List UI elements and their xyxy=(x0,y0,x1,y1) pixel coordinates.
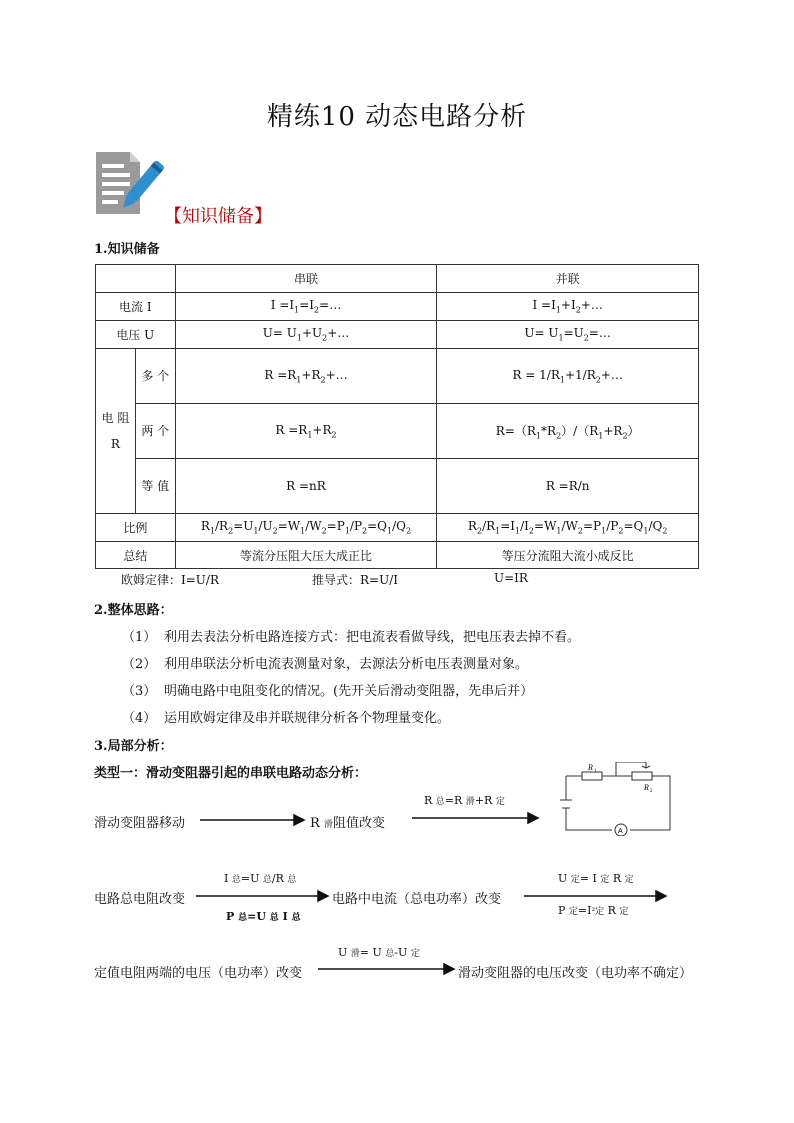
row-current-label: 电流 I xyxy=(96,293,176,321)
col-parallel: 并联 xyxy=(437,265,699,293)
step-text: 运用欧姆定律及串并联规律分析各个物理量变化。 xyxy=(164,711,451,726)
step-num: （4） xyxy=(122,711,157,726)
step-num: （2） xyxy=(122,657,157,672)
section-2-heading: 2.整体思路： xyxy=(94,603,173,618)
row-summary-label: 总结 xyxy=(96,542,176,569)
flow-row2-start: 电路总电阻改变 xyxy=(94,892,186,907)
cell-res-two-parallel: $R=(R_1*R_2)/(R_1+R_2)$ xyxy=(437,404,699,459)
cell-res-multi-series: $R =R_1+R_2+\dots$ xyxy=(175,349,437,404)
page-title: 精练10 动态电路分析 xyxy=(266,102,528,132)
step-num: （1） xyxy=(122,630,157,645)
cell-ratio-parallel: $R_2/R_1=I_1/I_2=W_1/W_2=P_1/P_2=Q_1/Q_2$ xyxy=(437,514,699,542)
cell-res-equal-parallel: R =R/n xyxy=(437,459,699,514)
flow-row1-start: 滑动变阻器移动 xyxy=(94,816,186,831)
cell-res-equal-series: R =nR xyxy=(175,459,437,514)
ammeter-label: A xyxy=(618,828,623,835)
flow-row1-mid-text: 阻值改变 xyxy=(332,816,385,831)
label-multi: 多 个 xyxy=(135,349,175,404)
flow-row3-start: 定值电阻两端的电压（电功率）改变 xyxy=(94,966,303,981)
row-ratio-label: 比例 xyxy=(96,514,176,542)
resistor-r1-label: R xyxy=(588,763,593,772)
formula-total-resistance: R 总=R 滑+R 定 xyxy=(424,794,505,807)
formula-total-power: P 总=U 总 I 总 xyxy=(226,910,301,923)
label-equal: 等 值 xyxy=(135,459,175,514)
flow-row2-mid: 电路中电流（总电功率）改变 xyxy=(332,892,502,907)
row-voltage-label: 电压 U xyxy=(96,321,176,349)
cell-summary-series: 等流分压阻大压大成正比 xyxy=(175,542,437,569)
cell-voltage-parallel: $U= U_1=U_2=\dots$ xyxy=(437,321,699,349)
cell-current-parallel: $I =I_1+I_2+\dots$ xyxy=(437,293,699,321)
derived-formula: 推导式：R=U/I xyxy=(312,573,398,587)
formula-slider-voltage: U 滑= U 总-U 定 xyxy=(338,946,420,959)
resistor-r1-sub: 1 xyxy=(594,769,597,774)
section-label: 【知识储备】 xyxy=(164,206,272,227)
cell-current-series: $I =I_1=I_2=\dots$ xyxy=(175,293,437,321)
section-1-heading: 1.知识储备 xyxy=(94,242,160,257)
cell-res-two-series: $R =R_1+R_2$ xyxy=(175,404,437,459)
cell-voltage-series: $U= U_1+U_2+\dots$ xyxy=(175,321,437,349)
cell-res-multi-parallel: $R = 1/R_1+1/R_2+\dots$ xyxy=(437,349,699,404)
type-1-heading: 类型一：滑动变阻器引起的串联电路动态分析： xyxy=(94,766,368,781)
col-series: 串联 xyxy=(175,265,437,293)
step-text: 利用去表法分析电路连接方式：把电流表看做导线，把电压表去掉不看。 xyxy=(164,630,581,645)
ohm-law: 欧姆定律：I=U/R xyxy=(121,573,219,587)
formula-total-current: I 总=U 总/R 总 xyxy=(224,872,297,885)
step-text: 明确电路中电阻变化的情况。(先开关后滑动变阻器，先串后并） xyxy=(164,684,534,699)
cell-ratio-series: $R_1/R_2=U_1/U_2=W_1/W_2=P_1/P_2=Q_1/Q_2$ xyxy=(175,514,437,542)
resistor-r2-sub: 2 xyxy=(650,789,653,794)
formula-fixed-voltage: U 定= I 定 R 定 xyxy=(558,872,634,885)
resistor-r2-label: R xyxy=(644,783,649,792)
step-text: 利用串联法分析电流表测量对象，去源法分析电压表测量对象。 xyxy=(164,657,529,672)
flow-row3-end: 滑动变阻器的电压改变（电功率不确定） xyxy=(458,966,693,981)
section-3-heading: 3.局部分析： xyxy=(94,739,173,754)
formula-fixed-power: P 定=I²定 R 定 xyxy=(558,904,629,917)
derived-formula-2: U=IR xyxy=(494,571,528,585)
step-num: （3） xyxy=(122,684,157,699)
label-two: 两 个 xyxy=(135,404,175,459)
cell-summary-parallel: 等压分流阻大流小成反比 xyxy=(437,542,699,569)
row-resistance-label: 电 阻 R xyxy=(96,349,136,514)
flow-row1-mid: R 滑阻值改变 xyxy=(310,816,385,831)
